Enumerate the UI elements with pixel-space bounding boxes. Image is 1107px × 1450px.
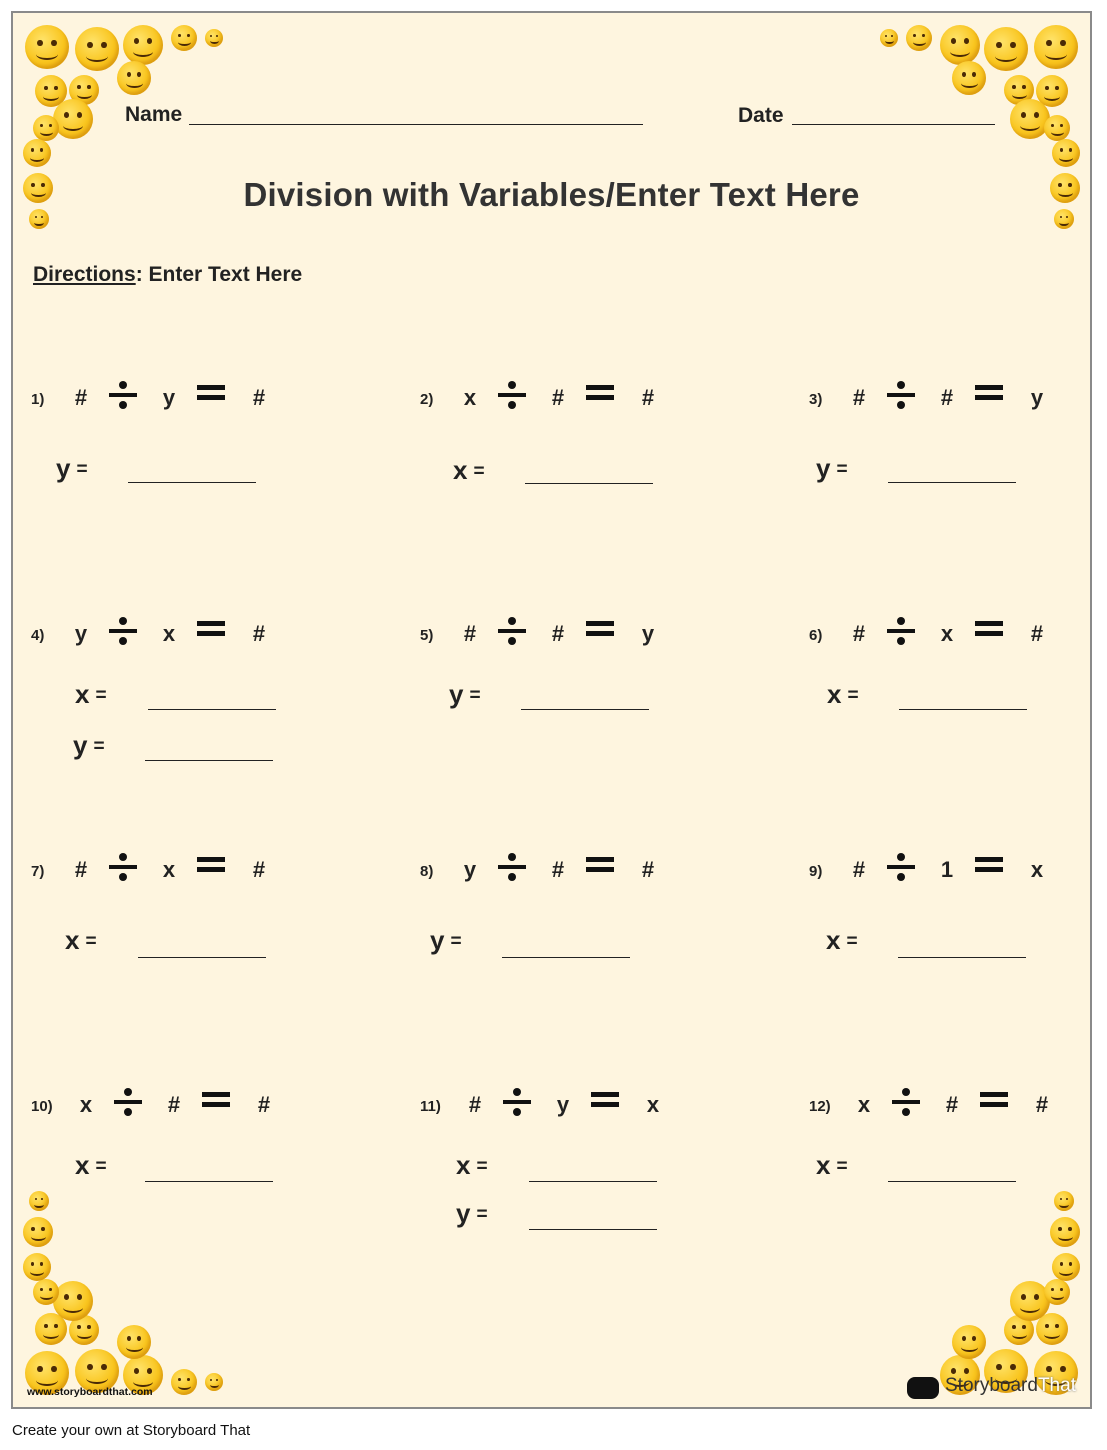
divide-icon — [887, 380, 915, 410]
problem-12 — [809, 1092, 1092, 1288]
operand-dividend: # — [852, 385, 866, 410]
operand-quotient: # — [1030, 621, 1044, 646]
brand-part2: That — [1037, 1375, 1076, 1396]
problem-number: 4) — [31, 627, 45, 644]
emoji-face-icon — [1052, 139, 1080, 167]
emoji-face-icon — [906, 25, 932, 51]
answer-blank[interactable] — [502, 957, 630, 958]
operand-divisor: # — [945, 1092, 959, 1117]
operand-dividend: # — [74, 385, 88, 410]
problem-number: 3) — [809, 391, 823, 408]
answer-variable: y — [430, 925, 445, 955]
speech-bubble-icon — [907, 1377, 939, 1399]
divide-icon — [109, 852, 137, 882]
page-title: Division with Variables/Enter Text Here — [243, 176, 860, 213]
answer-equals: = — [846, 931, 858, 953]
problem-number: 5) — [420, 627, 434, 644]
answer-variable: x — [453, 455, 468, 485]
problem-10 — [31, 1092, 361, 1288]
answer-blank[interactable] — [888, 1181, 1016, 1182]
problem-9 — [809, 857, 1092, 1053]
operand-quotient: # — [641, 385, 655, 410]
divide-icon — [887, 852, 915, 882]
equals-icon — [586, 619, 614, 641]
operand-dividend: y — [463, 857, 477, 882]
answer-equals: = — [847, 685, 859, 707]
operand-divisor: # — [551, 385, 565, 410]
emoji-face-icon — [880, 29, 898, 47]
operand-dividend: # — [468, 1092, 482, 1117]
operand-divisor: # — [551, 621, 565, 646]
answer-variable: x — [65, 925, 80, 955]
equals-icon — [975, 383, 1003, 405]
name-label: Name — [125, 103, 183, 126]
emoji-face-icon — [33, 115, 59, 141]
operand-divisor: # — [551, 857, 565, 882]
answer-variable: y — [73, 730, 88, 760]
emoji-face-icon — [940, 25, 980, 65]
answer-label — [73, 730, 105, 761]
operand-quotient: y — [641, 621, 655, 646]
operand-divisor: x — [940, 621, 954, 646]
answer-blank[interactable] — [138, 957, 266, 958]
problem-number: 2) — [420, 391, 434, 408]
answer-variable: y — [816, 453, 831, 483]
date-label: Date — [738, 104, 784, 127]
answer-variable: y — [56, 453, 71, 483]
answer-equals: = — [95, 1156, 107, 1178]
emoji-face-icon — [25, 25, 69, 69]
operand-quotient: x — [1030, 857, 1044, 882]
problem-number: 7) — [31, 863, 45, 880]
operand-dividend: # — [852, 621, 866, 646]
emoji-face-icon — [205, 29, 223, 47]
problem-number: 11) — [420, 1098, 441, 1115]
emoji-face-icon — [171, 1369, 197, 1395]
operand-quotient: # — [252, 385, 266, 410]
problem-number: 9) — [809, 863, 823, 880]
answer-equals: = — [473, 461, 485, 483]
emoji-face-icon — [117, 1325, 151, 1359]
emoji-face-icon — [23, 139, 51, 167]
answer-blank[interactable] — [529, 1229, 657, 1230]
equals-icon — [975, 855, 1003, 877]
problem-number: 12) — [809, 1098, 831, 1115]
answer-label — [456, 1150, 488, 1181]
equals-icon — [197, 619, 225, 641]
answer-blank[interactable] — [128, 482, 256, 483]
emoji-face-icon — [117, 61, 151, 95]
credit-line[interactable]: Create your own at Storyboard That — [12, 1422, 251, 1439]
problem-6 — [809, 621, 1092, 817]
operand-divisor: 1 — [940, 857, 954, 882]
answer-label — [826, 925, 858, 956]
answer-blank[interactable] — [145, 760, 273, 761]
divide-icon — [892, 1087, 920, 1117]
answer-blank[interactable] — [529, 1181, 657, 1182]
problem-3 — [809, 385, 1092, 581]
directions-colon: : — [135, 263, 143, 286]
name-line[interactable] — [189, 124, 643, 125]
operand-quotient: # — [641, 857, 655, 882]
answer-equals: = — [450, 931, 462, 953]
emoji-face-icon — [53, 99, 93, 139]
answer-blank[interactable] — [888, 482, 1016, 483]
emoji-face-icon — [1044, 115, 1070, 141]
operand-dividend: x — [463, 385, 477, 410]
answer-variable: x — [75, 1150, 90, 1180]
equals-icon — [586, 855, 614, 877]
answer-label — [75, 679, 107, 710]
answer-label — [449, 679, 481, 710]
answer-variable: y — [456, 1198, 471, 1228]
answer-blank[interactable] — [898, 957, 1026, 958]
operand-quotient: x — [646, 1092, 660, 1117]
problem-number: 1) — [31, 391, 45, 408]
operand-dividend: x — [79, 1092, 93, 1117]
divide-icon — [887, 616, 915, 646]
problem-2 — [420, 385, 750, 581]
equals-icon — [202, 1090, 230, 1112]
answer-label — [75, 1150, 107, 1181]
operand-divisor: x — [162, 857, 176, 882]
divide-icon — [498, 852, 526, 882]
operand-dividend: # — [463, 621, 477, 646]
operand-dividend: # — [852, 857, 866, 882]
operand-quotient: # — [252, 857, 266, 882]
emoji-face-icon — [171, 25, 197, 51]
operand-quotient: # — [252, 621, 266, 646]
divide-icon — [503, 1087, 531, 1117]
answer-variable: x — [816, 1150, 831, 1180]
equals-icon — [197, 855, 225, 877]
answer-equals: = — [76, 459, 88, 481]
answer-variable: x — [827, 679, 842, 709]
answer-blank[interactable] — [521, 709, 649, 710]
problem-number: 6) — [809, 627, 823, 644]
answer-variable: x — [826, 925, 841, 955]
problem-number: 10) — [31, 1098, 53, 1115]
operand-dividend: # — [74, 857, 88, 882]
operand-divisor: x — [162, 621, 176, 646]
emoji-face-icon — [205, 1373, 223, 1391]
divide-icon — [114, 1087, 142, 1117]
answer-blank[interactable] — [145, 1181, 273, 1182]
answer-equals: = — [469, 685, 481, 707]
equals-icon — [975, 619, 1003, 641]
answer-blank[interactable] — [148, 709, 276, 710]
equals-icon — [980, 1090, 1008, 1112]
answer-equals: = — [836, 459, 848, 481]
answer-label — [453, 455, 485, 486]
answer-label — [430, 925, 462, 956]
operand-dividend: y — [74, 621, 88, 646]
answer-equals: = — [476, 1204, 488, 1226]
divide-icon — [498, 380, 526, 410]
emoji-face-icon — [952, 61, 986, 95]
answer-label — [456, 1198, 488, 1229]
directions-text: Enter Text Here — [148, 263, 303, 286]
answer-label — [56, 453, 88, 484]
operand-quotient: # — [257, 1092, 271, 1117]
divide-icon — [109, 616, 137, 646]
operand-divisor: # — [940, 385, 954, 410]
problem-7 — [31, 857, 361, 1053]
answer-equals: = — [95, 685, 107, 707]
answer-blank[interactable] — [899, 709, 1027, 710]
answer-variable: y — [449, 679, 464, 709]
operand-quotient: # — [1035, 1092, 1049, 1117]
date-line[interactable] — [792, 124, 995, 125]
answer-blank[interactable] — [525, 483, 653, 484]
emoji-face-icon — [123, 25, 163, 65]
operand-divisor: y — [556, 1092, 570, 1117]
divide-icon — [109, 380, 137, 410]
directions — [33, 263, 302, 287]
emoji-face-icon — [984, 27, 1028, 71]
operand-divisor: y — [162, 385, 176, 410]
emoji-face-icon — [75, 27, 119, 71]
problem-1 — [31, 385, 361, 581]
answer-label — [827, 679, 859, 710]
answer-label — [65, 925, 97, 956]
answer-label — [816, 1150, 848, 1181]
equals-icon — [586, 383, 614, 405]
problem-number: 8) — [420, 863, 434, 880]
answer-label — [816, 453, 848, 484]
divide-icon — [498, 616, 526, 646]
footer-url: www.storyboardthat.com — [27, 1386, 153, 1398]
answer-variable: x — [75, 679, 90, 709]
operand-quotient: y — [1030, 385, 1044, 410]
answer-variable: x — [456, 1150, 471, 1180]
directions-label: Directions — [33, 263, 136, 286]
problem-4 — [31, 621, 361, 817]
problem-5 — [420, 621, 750, 817]
problem-11 — [420, 1092, 750, 1288]
answer-equals: = — [93, 736, 105, 758]
emoji-face-icon — [952, 1325, 986, 1359]
brand-part1: Storyboard — [945, 1375, 1038, 1396]
emoji-face-icon — [1034, 25, 1078, 69]
brand-logo — [945, 1375, 1076, 1397]
operand-divisor: # — [167, 1092, 181, 1117]
equals-icon — [591, 1090, 619, 1112]
equals-icon — [197, 383, 225, 405]
operand-dividend: x — [857, 1092, 871, 1117]
answer-equals: = — [85, 931, 97, 953]
answer-equals: = — [836, 1156, 848, 1178]
answer-equals: = — [476, 1156, 488, 1178]
worksheet — [11, 11, 1092, 1409]
problem-8 — [420, 857, 750, 1053]
